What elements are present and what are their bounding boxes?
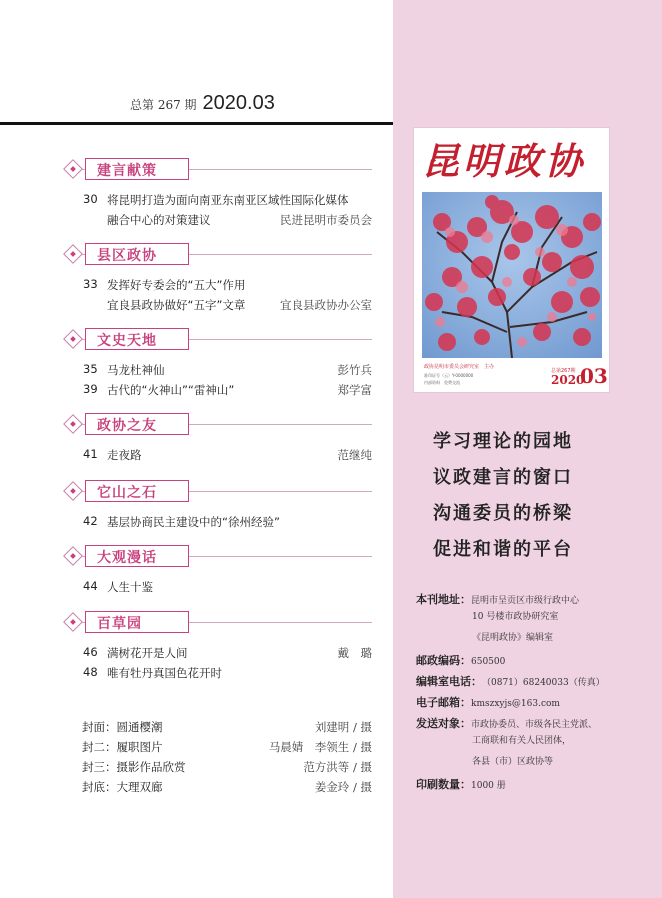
issue-header xyxy=(130,92,275,115)
slogans xyxy=(433,427,573,571)
section-header xyxy=(62,328,372,350)
section-title: 建言献策 xyxy=(97,163,157,179)
article-title: 满树花开是人间 xyxy=(107,646,188,660)
section-header xyxy=(62,158,372,180)
cherry-blossom-image xyxy=(422,192,602,358)
section-title: 百草园 xyxy=(97,616,142,632)
section-tashan xyxy=(62,480,372,532)
section-title: 政协之友 xyxy=(97,418,157,434)
cover-issue-total: 总第267期 xyxy=(551,368,576,374)
article-title: 将昆明打造为面向南亚东南亚区域性国际化媒体 xyxy=(107,193,349,207)
postcode-label: 邮政编码： xyxy=(416,654,471,667)
section-title: 县区政协 xyxy=(97,248,157,264)
section-header xyxy=(62,243,372,265)
credit-row xyxy=(82,737,372,757)
article-title: 古代的“火神山”“雷神山” xyxy=(107,383,235,397)
toc-entry[interactable] xyxy=(62,190,372,210)
page-number: 41 xyxy=(83,447,98,461)
slogan-line: 促进和谐的平台 xyxy=(433,539,573,560)
address-row xyxy=(416,588,656,649)
section-xianqu xyxy=(62,243,372,315)
cover-note: 内部资料 免费交流 xyxy=(424,380,460,385)
print-value: 1000 册 xyxy=(471,781,506,791)
credit-label: 封面：圆通樱潮 xyxy=(82,720,163,734)
email-value[interactable]: kmszxyjs@163.com xyxy=(471,699,560,709)
slogan-line: 议政建言的窗口 xyxy=(433,467,573,488)
page-number: 44 xyxy=(83,579,98,593)
toc-entry[interactable] xyxy=(62,380,372,400)
issue-date: 2020.03 xyxy=(202,92,275,114)
article-title: 马龙杜神仙 xyxy=(107,363,165,377)
publication-info xyxy=(416,588,656,794)
print-label: 印刷数量： xyxy=(416,778,471,791)
distribution-label: 发送对象： xyxy=(416,717,471,730)
cover-thumbnail[interactable] xyxy=(413,127,610,393)
page-number: 46 xyxy=(83,645,98,659)
article-title: 唯有牡丹真国色花开时 xyxy=(107,666,222,680)
diamond-icon xyxy=(63,546,83,566)
section-header xyxy=(62,545,372,567)
credit-author: 刘建明 / 摄 xyxy=(314,720,372,734)
email-label: 电子邮箱： xyxy=(416,696,471,709)
section-title: 文史天地 xyxy=(97,333,157,349)
diamond-icon xyxy=(63,244,83,264)
diamond-icon xyxy=(63,481,83,501)
slogan-line: 沟通委员的桥梁 xyxy=(433,503,573,524)
postcode-value: 650500 xyxy=(471,657,506,667)
page-number: 48 xyxy=(83,665,98,679)
section-wenshi xyxy=(62,328,372,400)
distribution-line: 各县（市）区政协等 xyxy=(472,757,554,767)
article-title: 走夜路 xyxy=(107,448,142,462)
distribution-line: 工商联和有关人民团体， xyxy=(472,736,572,746)
page-number: 33 xyxy=(83,277,98,291)
toc-entry[interactable] xyxy=(62,360,372,380)
postcode-row xyxy=(416,649,656,670)
toc-entry[interactable] xyxy=(62,512,372,532)
toc-entry[interactable] xyxy=(62,663,372,683)
header-rule xyxy=(0,122,393,125)
print-row xyxy=(416,773,656,794)
section-title: 它山之石 xyxy=(97,485,157,501)
cover-sponsor: 政协昆明市委员会研究室 主办 xyxy=(424,364,495,370)
article-title: 人生十鉴 xyxy=(107,580,153,594)
toc-entry[interactable] xyxy=(62,275,372,295)
section-header xyxy=(62,413,372,435)
article-title: 宜良县政协做好“五字”文章 xyxy=(107,298,246,312)
credit-label: 封二：履职图片 xyxy=(82,740,163,754)
email-row xyxy=(416,691,656,712)
address-line: 10 号楼市政协研究室 xyxy=(472,612,559,622)
section-daguan xyxy=(62,545,372,597)
page-number: 42 xyxy=(83,514,98,528)
page-number: 35 xyxy=(83,362,98,376)
diamond-icon xyxy=(63,414,83,434)
toc-entry[interactable] xyxy=(62,643,372,663)
toc-entry[interactable] xyxy=(62,577,372,597)
section-zhengxie-zhiyou xyxy=(62,413,372,465)
photo-credits xyxy=(82,717,372,797)
phone-row xyxy=(416,670,656,691)
distribution-row xyxy=(416,712,656,773)
slogan-line: 学习理论的园地 xyxy=(433,431,573,452)
cover-issue-year: 2020 xyxy=(551,373,585,387)
article-author: 范继纯 xyxy=(337,448,372,462)
section-baicao xyxy=(62,611,372,683)
section-header xyxy=(62,611,372,633)
credit-row xyxy=(82,717,372,737)
issue-number: 总第 267 期 xyxy=(130,98,197,112)
credit-author: 马晨婧 李领生 / 摄 xyxy=(268,740,372,754)
article-title: 发挥好专委会的“五大”作用 xyxy=(107,278,246,292)
phone-value: （0871）68240033（传真） xyxy=(482,678,605,688)
page-number: 30 xyxy=(83,192,98,206)
credit-author: 姜金玲 / 摄 xyxy=(314,780,372,794)
credit-label: 封三：摄影作品欣赏 xyxy=(82,760,186,774)
toc-entry[interactable] xyxy=(62,210,372,230)
article-author: 民进昆明市委员会 xyxy=(280,213,372,227)
credit-author: 范方洪等 / 摄 xyxy=(303,760,372,774)
masthead-logo: 昆明政协 xyxy=(422,139,586,183)
page-number: 39 xyxy=(83,382,98,396)
cover-permit: 准印证号（云）Y-0000000 xyxy=(424,373,474,378)
article-title: 基层协商民主建设中的“徐州经验” xyxy=(107,515,280,529)
credit-label: 封底：大理双廊 xyxy=(82,780,163,794)
phone-label: 编辑室电话： xyxy=(416,675,482,688)
cover-issue-number: 03 xyxy=(580,364,608,388)
diamond-icon xyxy=(63,329,83,349)
article-author: 戴 璐 xyxy=(337,646,372,660)
article-title: 融合中心的对策建议 xyxy=(107,213,211,227)
article-author: 宜良县政协办公室 xyxy=(280,298,372,312)
section-jianyan xyxy=(62,158,372,230)
toc-entry[interactable] xyxy=(62,445,372,465)
article-author: 彭竹兵 xyxy=(337,363,372,377)
credit-row xyxy=(82,757,372,777)
section-header xyxy=(62,480,372,502)
address-line: 《昆明政协》编辑室 xyxy=(472,633,554,643)
cover-photo xyxy=(422,192,602,358)
address-label: 本刊地址： xyxy=(416,593,471,606)
distribution-line: 市政协委员、市级各民主党派、 xyxy=(471,720,598,730)
toc-entry[interactable] xyxy=(62,295,372,315)
credit-row xyxy=(82,777,372,797)
diamond-icon xyxy=(63,159,83,179)
article-author: 郑学富 xyxy=(337,383,372,397)
section-title: 大观漫话 xyxy=(97,550,157,566)
diamond-icon xyxy=(63,612,83,632)
address-line: 昆明市呈贡区市级行政中心 xyxy=(471,596,580,606)
